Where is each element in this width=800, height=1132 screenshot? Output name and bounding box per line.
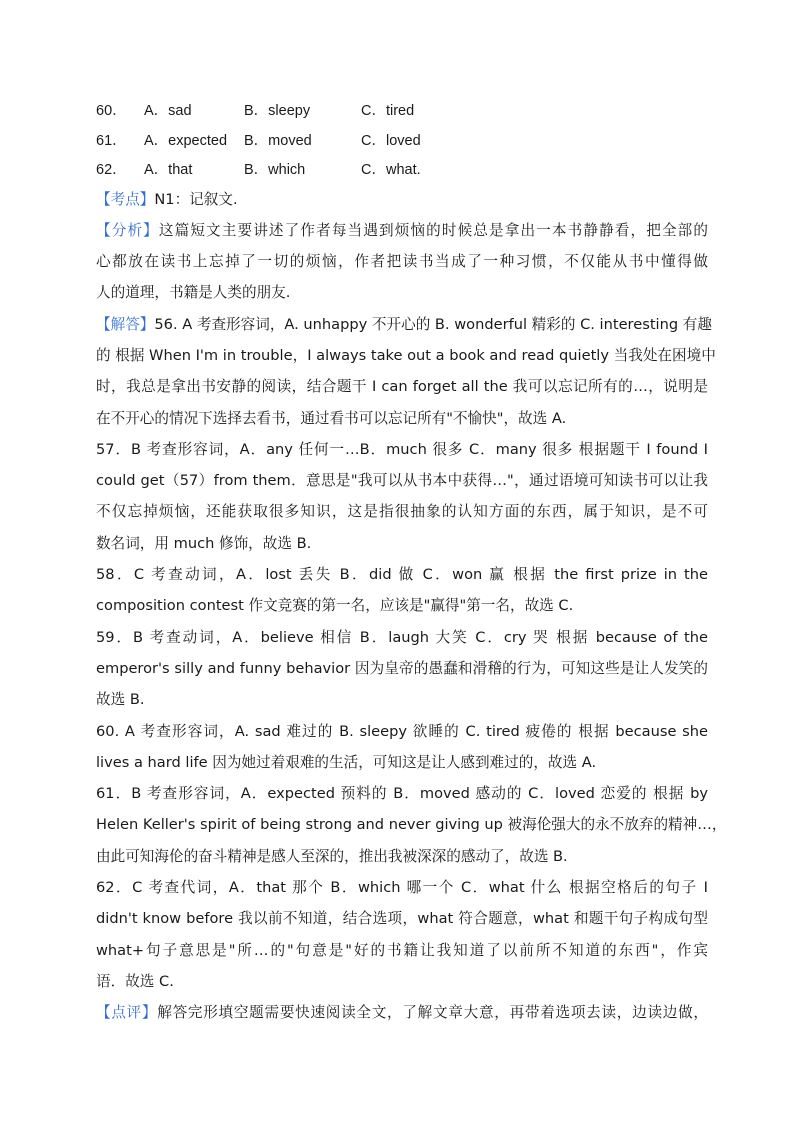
answer-61 (96, 778, 727, 872)
dianping-line (96, 997, 708, 1028)
answer-line: could get（57）from them．意思是"我可以从书本中获得…"，通过语境可知读书可以让我 (96, 472, 708, 490)
dianping-text: 解答完形填空题需要快速阅读全文，了解文章大意，再带着选项去读，边读边做， (157, 1004, 708, 1022)
answer-line: 由此可知海伦的奋斗精神是感人至深的，推出我被深深的感动了，故选 B. (96, 847, 568, 865)
fenxi-section (96, 215, 708, 309)
kaodian-line (96, 184, 708, 215)
answer-58 (96, 559, 708, 622)
question-number: 61． (96, 132, 127, 149)
option-c: C．loved (361, 132, 421, 149)
fenxi-text: 这篇短文主要讲述了作者每当遇到烦恼的时候总是拿出一本书静静看，把全部的 (158, 221, 708, 239)
answer-line: emperor's silly and funny behavior 因为皇帝的愚蠢和滑稽的行为，可知这些是让人发笑的 (96, 659, 708, 677)
answer-line: composition contest 作文竞赛的第一名，应该是"赢得"第一名，故选 C. (96, 597, 574, 615)
fenxi-tag: 【分析】 (96, 221, 159, 239)
option-c: C．tired (361, 103, 415, 120)
answer-line: Helen Keller's spirit of being strong and never giving up 被海伦强大的永不放弃的精神…， (96, 816, 727, 834)
jieda-text: 56. A 考查形容词，A. unhappy 不开心的 B. wonderful 精彩的 C. interesting 有趣 (154, 315, 712, 333)
answer-62 (96, 872, 708, 997)
fenxi-line: 心都放在读书上忘掉了一切的烦恼，作者把读书当成了一种习惯，不仅能从书中懂得做 (96, 253, 708, 271)
options-block (96, 95, 708, 184)
option-b: B．moved (244, 132, 312, 149)
answer-line: 59．B 考查动词，A．believe 相信 B．laugh 大笑 C．cry 哭 根据 because of the (96, 628, 708, 646)
answer-60 (96, 716, 708, 779)
fenxi-line: 人的道理，书籍是人类的朋友. (96, 284, 291, 302)
answer-line: 数名词，用 much 修饰，故选 B. (96, 534, 312, 552)
kaodian-tag: 【考点】 (96, 190, 155, 208)
option-a: A．that (144, 162, 193, 179)
option-c: C．what. (361, 162, 421, 179)
jieda-tag: 【解答】 (96, 315, 155, 333)
answer-59 (96, 622, 708, 716)
kaodian-text: N1：记叙文. (154, 190, 238, 208)
answer-line: didn't know before 我以前不知道，结合选项，what 符合题意，what 和题干句子构成句型 (96, 910, 708, 928)
answer-line: 故选 B. (96, 691, 145, 709)
fenxi-line (96, 215, 708, 246)
option-row-61 (96, 125, 708, 155)
answer-line: 61．B 考查形容词，A．expected 预料的 B．moved 感动的 C．loved 恋爱的 根据 by (96, 785, 708, 803)
answer-line: 57．B 考查形容词，A．any 任何一…B．much 很多 C．many 很多 根据题干 I found I (96, 440, 708, 458)
answer-line: what+句子意思是"所…的"句意是"好的书籍让我知道了以前所不知道的东西"，作宾 (96, 941, 708, 959)
question-number: 60． (96, 103, 127, 120)
dianping-tag: 【点评】 (96, 1004, 158, 1022)
question-number: 62． (96, 162, 127, 179)
answer-line: 60. A 考查形容词，A. sad 难过的 B. sleepy 欲睡的 C. tired 疲倦的 根据 because she (96, 722, 708, 740)
jieda-line: 时，我总是拿出书安静的阅读，结合题干 I can forget all the 我可以忘记所有的…，说明是 (96, 378, 708, 396)
jieda-line: 的 根据 When I'm in trouble，I always take out a book and read quietly 当我处在困境中 (96, 346, 716, 364)
answer-line: 62．C 考查代词，A．that 那个 B．which 哪一个 C．what 什么 根据空格后的句子 I (96, 879, 708, 897)
option-b: B．sleepy (244, 103, 311, 120)
option-a: A．sad (144, 103, 192, 120)
jieda-line (96, 309, 712, 340)
document-page (96, 95, 727, 1029)
answer-line: 58．C 考查动词，A．lost 丢失 B．did 做 C．won 赢 根据 the first prize in the (96, 566, 708, 584)
option-row-60 (96, 95, 708, 125)
option-b: B．which (244, 162, 306, 179)
jieda-section (96, 309, 716, 434)
answer-57 (96, 434, 708, 559)
answer-line: lives a hard life 因为她过着艰难的生活，可知这是让人感到难过的，故选 A. (96, 753, 597, 771)
option-row-62 (96, 154, 708, 184)
answer-line: 不仅忘掉烦恼，还能获取很多知识，这是指很抽象的认知方面的东西，属于知识，是不可 (96, 503, 708, 521)
answer-line: 语．故选 C. (96, 972, 174, 990)
option-a: A．expected (144, 132, 228, 149)
jieda-line: 在不开心的情况下选择去看书，通过看书可以忘记所有"不愉快"，故选 A. (96, 409, 567, 427)
